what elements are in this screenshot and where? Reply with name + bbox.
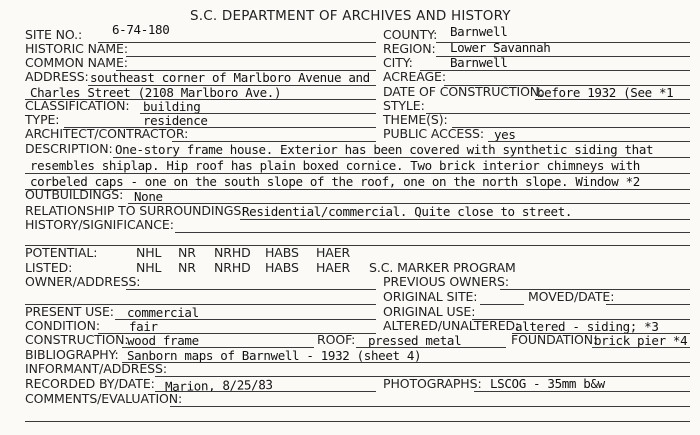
moved-date-label: MOVED/DATE: xyxy=(528,289,615,304)
roof-label: ROOF: xyxy=(317,332,356,347)
photographs-value: LSCOG - 35mm b&w xyxy=(490,376,605,391)
type-label: TYPE: xyxy=(25,112,60,127)
themes-label: THEME(S): xyxy=(383,112,448,127)
potential-haer: HAER xyxy=(316,245,351,260)
site-no-line xyxy=(98,42,376,43)
photographs-label: PHOTOGRAPHS: xyxy=(383,376,482,391)
relationship-label: RELATIONSHIP TO SURROUNDINGS: xyxy=(25,203,246,218)
acreage-label: ACREAGE: xyxy=(383,69,446,84)
description-rule3 xyxy=(25,189,690,190)
recorded-by-line xyxy=(155,391,376,392)
present-use-label: PRESENT USE: xyxy=(25,304,114,319)
comments-line2 xyxy=(25,421,690,422)
bibliography-label: BIBLIOGRAPHY: xyxy=(25,347,119,362)
recorded-by-value: Marion, 8/25/83 xyxy=(164,377,273,394)
date-of-construction-value: before 1932 (See *1 xyxy=(537,85,674,100)
foundation-line xyxy=(592,347,690,348)
recorded-by-label: RECORDED BY/DATE: xyxy=(25,376,155,391)
potential-nr: NR xyxy=(178,245,196,260)
comments-label: COMMENTS/EVALUATION: xyxy=(25,391,183,406)
common-name-label: COMMON NAME: xyxy=(25,55,128,70)
listed-habs: HABS xyxy=(265,260,299,275)
description-label: DESCRIPTION: xyxy=(25,141,113,156)
listed-label: LISTED: xyxy=(25,260,73,275)
classification-label: CLASSIFICATION: xyxy=(25,98,130,113)
page-title: S.C. DEPARTMENT OF ARCHIVES AND HISTORY xyxy=(190,8,511,24)
site-no-label: SITE NO.: xyxy=(25,27,83,42)
city-value: Barnwell xyxy=(450,55,508,70)
owner-label: OWNER/ADDRESS: xyxy=(25,274,141,289)
style-label: STYLE: xyxy=(383,98,425,113)
historic-name-line xyxy=(126,56,376,57)
comments-line1 xyxy=(170,406,690,407)
altered-label: ALTERED/UNALTERED: xyxy=(383,318,520,333)
potential-habs: HABS xyxy=(265,245,299,260)
address-value-line1: southeast corner of Marlboro Avenue and xyxy=(90,70,370,85)
county-value: Barnwell xyxy=(450,24,508,39)
listed-nr: NR xyxy=(178,260,196,275)
city-line xyxy=(420,70,690,71)
site-no-value: 6-74-180 xyxy=(112,22,170,37)
description-line1: One-story frame house. Exterior has been covered with synthetic siding that xyxy=(115,142,654,157)
city-label: CITY: xyxy=(383,55,413,70)
historic-name-label: HISTORIC NAME: xyxy=(25,41,128,56)
moved-date-line xyxy=(606,304,690,305)
address-label: ADDRESS: xyxy=(25,69,89,84)
county-label: COUNTY: xyxy=(383,27,438,42)
type-value: residence xyxy=(143,113,208,128)
listed-haer: HAER xyxy=(316,260,351,275)
potential-label: POTENTIAL: xyxy=(25,245,98,260)
region-value: Lower Savannah xyxy=(450,40,551,55)
region-label: REGION: xyxy=(383,41,436,56)
photographs-line xyxy=(474,391,690,392)
relationship-line xyxy=(240,219,690,220)
construction-value: wood frame xyxy=(127,333,199,348)
original-site-line xyxy=(480,304,524,305)
listed-nrhd: NRHD xyxy=(214,260,251,275)
present-use-value: commercial xyxy=(127,305,199,320)
public-access-value: yes xyxy=(494,127,516,142)
history-label: HISTORY/SIGNIFICANCE: xyxy=(25,217,174,232)
informant-label: INFORMANT/ADDRESS: xyxy=(25,361,167,376)
foundation-label: FOUNDATION: xyxy=(511,332,598,347)
outbuildings-value: None xyxy=(134,189,163,204)
bibliography-line xyxy=(122,362,690,363)
condition-value: fair xyxy=(129,319,158,334)
date-of-construction-line xyxy=(535,99,690,100)
address-value-line2: Charles Street (2108 Marlboro Ave.) xyxy=(30,85,282,100)
date-of-construction-label: DATE OF CONSTRUCTION: xyxy=(383,84,544,99)
classification-value: building xyxy=(143,99,201,114)
bibliography-value: Sanborn maps of Barnwell - 1932 (sheet 4) xyxy=(127,348,422,363)
owner-line xyxy=(126,289,376,290)
potential-nhl: NHL xyxy=(136,245,162,260)
description-line2: resembles shiplap. Hip roof has plain boxed cornice. Two brick interior chimneys with xyxy=(30,158,640,173)
relationship-value: Residential/commercial. Quite close to street. xyxy=(242,204,573,219)
themes-line xyxy=(452,127,690,128)
original-use-label: ORIGINAL USE: xyxy=(383,304,476,319)
previous-owners-label: PREVIOUS OWNERS: xyxy=(383,274,509,289)
condition-label: CONDITION: xyxy=(25,318,100,333)
marker-program-label: S.C. MARKER PROGRAM xyxy=(369,260,516,275)
description-line3: corbeled caps - one on the south slope of the roof, one on the north slope. Window *2 xyxy=(30,174,640,189)
architect-label: ARCHITECT/CONTRACTOR: xyxy=(25,126,189,141)
foundation-value: brick pier *4 xyxy=(594,333,688,348)
history-line2 xyxy=(25,245,690,246)
roof-value: pressed metal xyxy=(368,333,462,348)
altered-value: altered - siding; *3 xyxy=(515,319,659,334)
history-line1 xyxy=(175,232,690,233)
style-line xyxy=(426,113,690,114)
construction-label: CONSTRUCTION: xyxy=(25,332,129,347)
outbuildings-label: OUTBUILDINGS: xyxy=(25,187,124,202)
potential-nrhd: NRHD xyxy=(214,245,251,260)
listed-nhl: NHL xyxy=(136,260,162,275)
public-access-label: PUBLIC ACCESS: xyxy=(383,126,484,141)
original-site-label: ORIGINAL SITE: xyxy=(383,289,478,304)
